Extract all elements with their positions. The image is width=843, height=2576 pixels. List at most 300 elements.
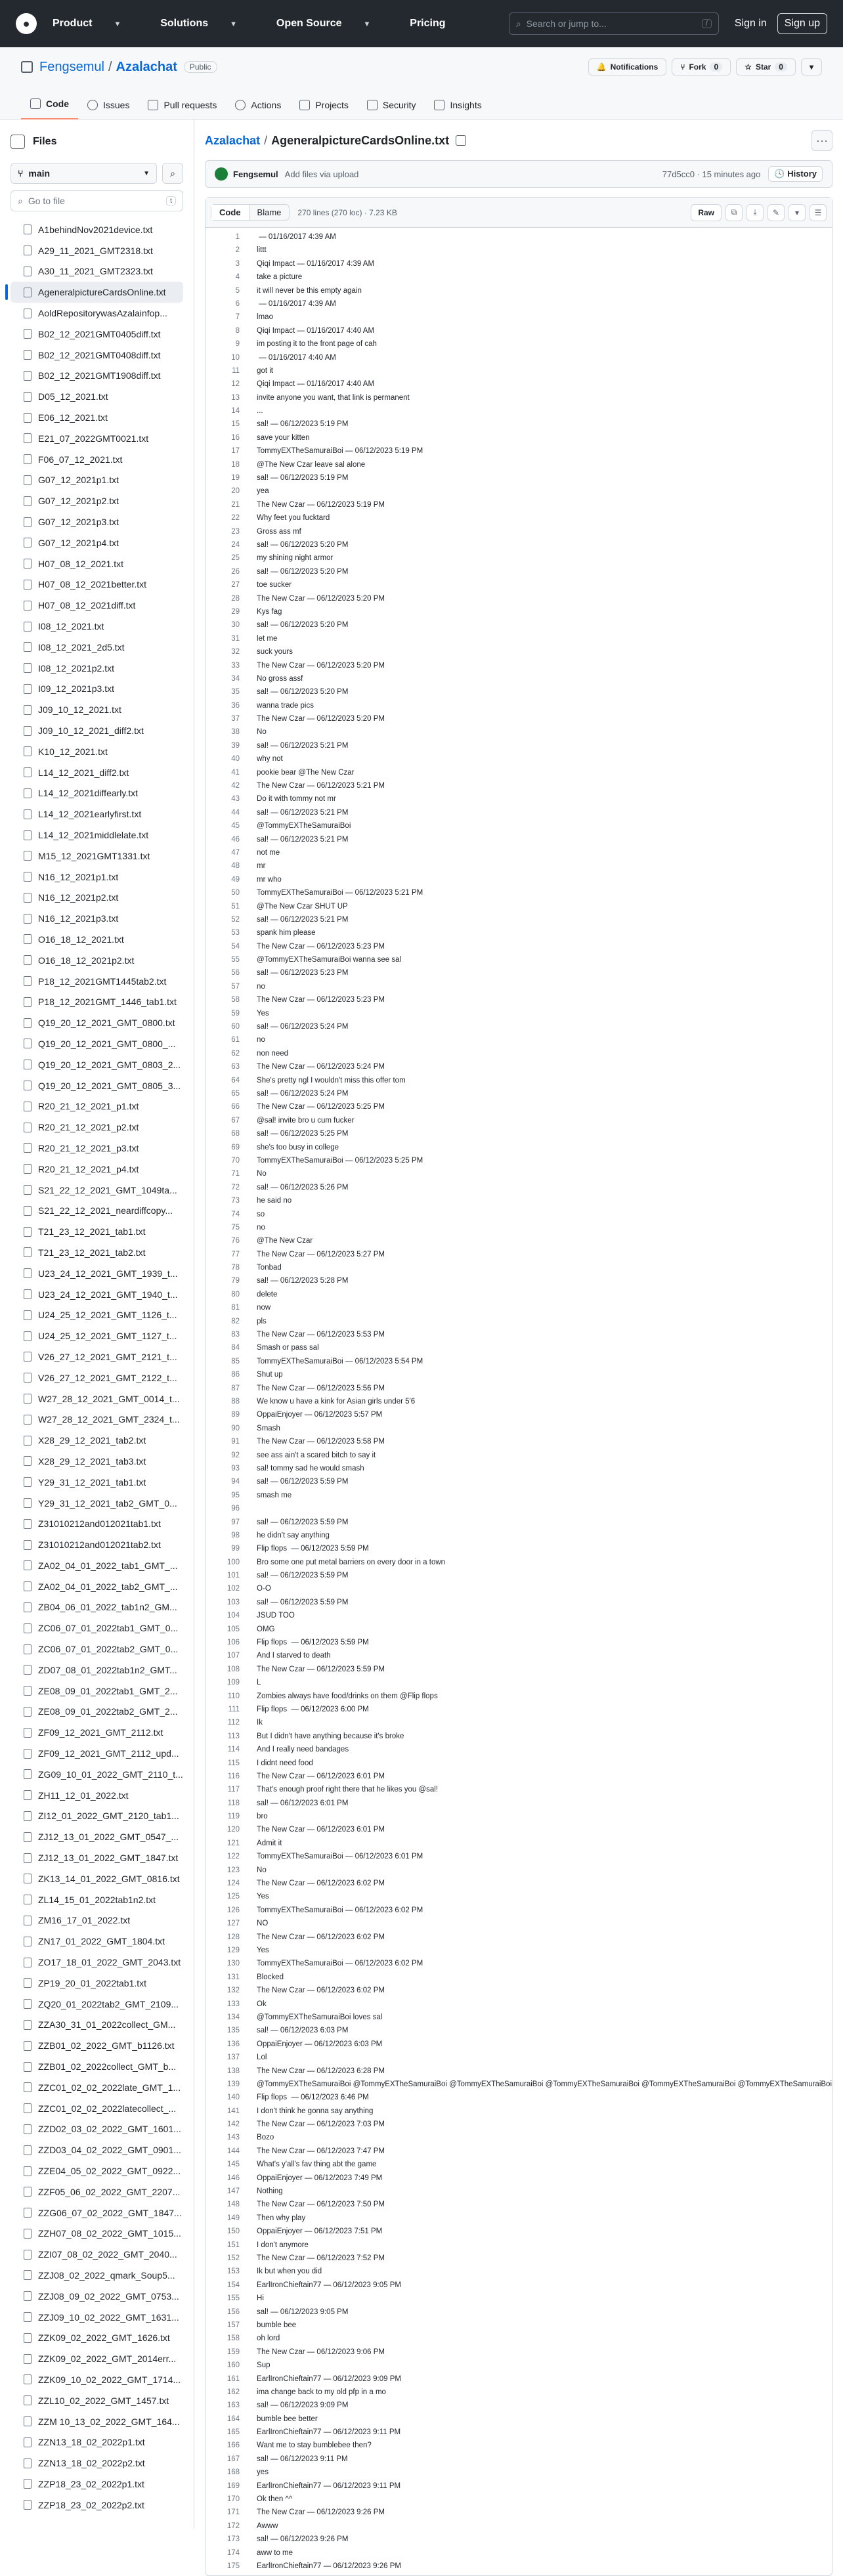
line-number[interactable]: 2	[235, 246, 240, 255]
file-tree-item[interactable]	[11, 1910, 183, 1931]
line-number[interactable]: 145	[227, 2160, 240, 2169]
file-tree-item[interactable]	[11, 991, 183, 1012]
file-tree-item[interactable]	[11, 1159, 183, 1180]
line-number[interactable]: 101	[227, 1572, 240, 1580]
file-tree-item[interactable]	[11, 950, 183, 971]
line-number[interactable]: 60	[231, 1023, 240, 1031]
file-tree-item[interactable]	[11, 679, 183, 700]
file-tree-item[interactable]	[11, 1722, 183, 1743]
line-number[interactable]: 8	[235, 326, 240, 335]
file-tree-item[interactable]	[11, 2181, 183, 2202]
file-tree-item[interactable]	[11, 2077, 183, 2098]
symbols-panel-icon[interactable]: ☰	[810, 204, 827, 221]
file-tree-item[interactable]	[11, 324, 183, 345]
line-number[interactable]: 33	[231, 661, 240, 670]
line-number[interactable]: 161	[227, 2374, 240, 2383]
file-tree-item[interactable]	[11, 1576, 183, 1597]
file-tree-item[interactable]	[11, 261, 183, 282]
line-number[interactable]: 114	[227, 1746, 240, 1754]
line-number[interactable]: 149	[227, 2214, 240, 2222]
line-number[interactable]: 153	[227, 2267, 240, 2276]
line-number[interactable]: 48	[231, 862, 240, 870]
line-number[interactable]: 104	[227, 1612, 240, 1620]
line-number[interactable]: 13	[231, 393, 240, 402]
line-number[interactable]: 5	[235, 286, 240, 295]
line-number[interactable]: 116	[227, 1772, 240, 1780]
line-number[interactable]: 86	[231, 1371, 240, 1379]
line-number[interactable]: 124	[227, 1879, 240, 1888]
line-number[interactable]: 31	[231, 634, 240, 643]
file-tree-item[interactable]	[11, 658, 183, 679]
file-tree-item[interactable]	[11, 1493, 183, 1514]
line-number[interactable]: 110	[227, 1692, 240, 1700]
line-number[interactable]: 74	[231, 1210, 240, 1218]
line-number[interactable]: 100	[227, 1558, 240, 1566]
line-number[interactable]: 131	[227, 1973, 240, 1981]
file-tree-item[interactable]	[11, 1263, 183, 1284]
line-number[interactable]: 28	[231, 594, 240, 603]
breadcrumb-repo-link[interactable]: Azalachat	[205, 133, 261, 147]
file-tree-item[interactable]	[11, 2411, 183, 2432]
line-number[interactable]: 112	[227, 1719, 240, 1727]
line-number[interactable]: 148	[227, 2200, 240, 2209]
file-tree-item[interactable]	[11, 1973, 183, 1994]
line-number[interactable]: 37	[231, 715, 240, 723]
line-number[interactable]: 62	[231, 1049, 240, 1058]
line-number[interactable]: 34	[231, 674, 240, 683]
line-number[interactable]: 69	[231, 1143, 240, 1151]
line-number[interactable]: 42	[231, 782, 240, 790]
tab-projects[interactable]	[290, 100, 358, 119]
line-number[interactable]: 15	[231, 420, 240, 429]
file-tree-item[interactable]	[11, 825, 183, 846]
line-number[interactable]: 96	[231, 1505, 240, 1513]
nav-open-source[interactable]: Open Source ▼	[276, 18, 371, 29]
tab-pull-requests[interactable]	[139, 100, 226, 119]
line-number[interactable]: 136	[227, 2040, 240, 2048]
file-tree-item[interactable]	[11, 1367, 183, 1388]
line-number[interactable]: 91	[231, 1438, 240, 1446]
line-number[interactable]: 27	[231, 581, 240, 590]
file-tree-item[interactable]	[11, 2474, 183, 2495]
star-dropdown-button[interactable]	[801, 58, 822, 75]
line-number[interactable]: 169	[227, 2481, 240, 2490]
file-tree-item[interactable]	[11, 1304, 183, 1325]
line-number[interactable]: 159	[227, 2348, 240, 2356]
blame-view-button[interactable]: Blame	[257, 207, 282, 217]
file-tree-item[interactable]	[11, 888, 183, 909]
file-tree-item[interactable]	[11, 386, 183, 407]
file-tree-item[interactable]	[11, 1075, 183, 1096]
collapse-panel-icon[interactable]	[11, 135, 25, 149]
file-tree-item[interactable]	[11, 1138, 183, 1159]
file-tree-item[interactable]	[11, 971, 183, 992]
file-tree-item[interactable]	[11, 2432, 183, 2453]
file-tree-item[interactable]	[11, 1284, 183, 1305]
file-tree-item[interactable]	[11, 1117, 183, 1138]
line-number[interactable]: 162	[227, 2388, 240, 2396]
line-number[interactable]: 72	[231, 1183, 240, 1191]
repo-owner-link[interactable]: Fengsemul	[39, 59, 104, 74]
line-number[interactable]: 163	[227, 2401, 240, 2410]
file-tree-item[interactable]	[11, 470, 183, 491]
line-number[interactable]: 172	[227, 2522, 240, 2530]
global-search-input[interactable]	[509, 12, 719, 35]
line-number[interactable]: 24	[231, 540, 240, 549]
line-number[interactable]: 36	[231, 701, 240, 710]
line-number[interactable]: 87	[231, 1384, 240, 1392]
line-number[interactable]: 89	[231, 1411, 240, 1419]
file-tree-item[interactable]	[11, 553, 183, 574]
line-number[interactable]: 151	[227, 2241, 240, 2249]
line-number[interactable]: 40	[231, 755, 240, 763]
line-number[interactable]: 99	[231, 1545, 240, 1553]
file-tree-item[interactable]	[11, 1472, 183, 1493]
line-number[interactable]: 54	[231, 942, 240, 951]
file-tree-item[interactable]	[11, 595, 183, 616]
line-number[interactable]: 79	[231, 1277, 240, 1285]
line-number[interactable]: 51	[231, 902, 240, 911]
line-number[interactable]: 132	[227, 1986, 240, 1995]
file-tree-item[interactable]	[11, 2265, 183, 2286]
file-tree-item[interactable]	[11, 303, 183, 324]
line-number[interactable]: 22	[231, 514, 240, 523]
line-number[interactable]: 71	[231, 1170, 240, 1178]
file-tree-item[interactable]	[11, 846, 183, 867]
file-tree-item[interactable]	[11, 2286, 183, 2307]
file-tree-item[interactable]	[11, 1660, 183, 1681]
file-tree-item[interactable]	[11, 2160, 183, 2181]
file-tree-item[interactable]	[11, 490, 183, 511]
line-number[interactable]: 39	[231, 741, 240, 750]
line-number[interactable]: 92	[231, 1451, 240, 1459]
line-number[interactable]: 75	[231, 1223, 240, 1232]
line-number[interactable]: 133	[227, 2000, 240, 2008]
commit-message[interactable]: Add files via upload	[284, 169, 359, 179]
github-logo-icon[interactable]: ●	[16, 13, 37, 34]
file-tree-item[interactable]	[11, 1180, 183, 1201]
notifications-button[interactable]	[588, 58, 667, 75]
nav-solutions[interactable]: Solutions ▼	[160, 18, 238, 29]
line-number[interactable]: 17	[231, 447, 240, 456]
line-number[interactable]: 73	[231, 1197, 240, 1205]
line-number[interactable]: 121	[227, 1839, 240, 1847]
line-number[interactable]: 122	[227, 1853, 240, 1861]
file-tree-item[interactable]	[11, 1826, 183, 1847]
file-tree-item[interactable]	[11, 428, 183, 449]
line-number[interactable]: 139	[227, 2080, 240, 2088]
line-number[interactable]: 46	[231, 835, 240, 844]
line-number[interactable]: 166	[227, 2441, 240, 2450]
avatar[interactable]	[215, 167, 228, 181]
file-tree-item[interactable]	[11, 1639, 183, 1660]
file-tree-item[interactable]	[11, 2307, 183, 2328]
file-tree-item[interactable]	[11, 2202, 183, 2223]
file-tree-item[interactable]	[11, 2015, 183, 2036]
file-tree-item[interactable]	[11, 366, 183, 387]
line-number[interactable]: 66	[231, 1103, 240, 1111]
file-tree-item[interactable]	[11, 219, 183, 240]
line-number[interactable]: 68	[231, 1130, 240, 1138]
line-number[interactable]: 3	[235, 259, 240, 268]
file-tree-item[interactable]	[11, 783, 183, 804]
code-view-button[interactable]: Code	[211, 205, 249, 220]
line-number[interactable]: 64	[231, 1076, 240, 1084]
line-number[interactable]: 102	[227, 1585, 240, 1593]
line-number[interactable]: 76	[231, 1237, 240, 1245]
line-number[interactable]: 146	[227, 2174, 240, 2182]
file-tree-item[interactable]	[11, 1054, 183, 1075]
line-number[interactable]: 95	[231, 1491, 240, 1499]
file-tree-item[interactable]	[11, 1451, 183, 1472]
line-number[interactable]: 144	[227, 2147, 240, 2155]
tab-code[interactable]	[21, 98, 78, 119]
line-number[interactable]: 167	[227, 2455, 240, 2463]
file-tree-item[interactable]	[11, 908, 183, 929]
sign-up-button[interactable]: Sign up	[777, 13, 827, 34]
line-number[interactable]: 126	[227, 1906, 240, 1914]
line-number[interactable]: 29	[231, 607, 240, 616]
line-number[interactable]: 108	[227, 1665, 240, 1673]
line-number[interactable]: 80	[231, 1290, 240, 1299]
file-tree-item[interactable]	[11, 762, 183, 783]
line-number[interactable]: 58	[231, 996, 240, 1004]
file-tree-item[interactable]	[11, 804, 183, 825]
line-number[interactable]: 168	[227, 2468, 240, 2477]
line-number[interactable]: 150	[227, 2227, 240, 2236]
line-number[interactable]: 115	[227, 1759, 240, 1767]
file-tree-item[interactable]	[11, 1513, 183, 1534]
line-number[interactable]: 109	[227, 1679, 240, 1687]
file-tree-item[interactable]	[11, 2119, 183, 2140]
line-number[interactable]: 119	[227, 1813, 240, 1821]
download-icon[interactable]: ⤓	[746, 204, 764, 221]
line-number[interactable]: 44	[231, 808, 240, 817]
file-tree-item[interactable]	[11, 741, 183, 762]
line-number[interactable]: 59	[231, 1009, 240, 1018]
line-number[interactable]: 103	[227, 1598, 240, 1606]
line-number[interactable]: 6	[235, 299, 240, 308]
sign-in-link[interactable]: Sign in	[734, 18, 767, 29]
file-tree-item[interactable]	[11, 1952, 183, 1973]
line-number[interactable]: 88	[231, 1397, 240, 1406]
more-options-button[interactable]: ···	[811, 130, 832, 151]
line-number[interactable]: 174	[227, 2548, 240, 2557]
file-tree-item[interactable]	[11, 1868, 183, 1889]
file-tree-item[interactable]	[11, 1409, 183, 1430]
file-tree-item[interactable]	[11, 637, 183, 658]
line-number[interactable]: 82	[231, 1317, 240, 1325]
file-tree-item[interactable]	[11, 929, 183, 950]
line-number[interactable]: 155	[227, 2294, 240, 2303]
file-tree-item[interactable]	[11, 1994, 183, 2015]
line-number[interactable]: 83	[231, 1331, 240, 1339]
file-tree-item[interactable]	[11, 2390, 183, 2411]
commit-author[interactable]: Fengsemul	[233, 169, 278, 179]
file-tree-item[interactable]	[11, 574, 183, 595]
file-tree-item[interactable]	[11, 1200, 183, 1221]
file-tree-item[interactable]	[11, 1702, 183, 1723]
line-number[interactable]: 157	[227, 2321, 240, 2329]
star-button[interactable]	[736, 58, 796, 75]
line-number[interactable]: 52	[231, 915, 240, 924]
line-number[interactable]: 129	[227, 1946, 240, 1954]
file-tree-item[interactable]	[11, 2223, 183, 2244]
line-number[interactable]: 4	[235, 273, 240, 282]
file-tree-item[interactable]	[11, 1096, 183, 1117]
file-tree-item[interactable]	[11, 449, 183, 470]
line-number[interactable]: 113	[227, 1732, 240, 1740]
line-number[interactable]: 123	[227, 1866, 240, 1874]
file-tree-item[interactable]	[11, 1847, 183, 1868]
line-number[interactable]: 61	[231, 1036, 240, 1044]
line-number[interactable]: 156	[227, 2308, 240, 2316]
line-number[interactable]: 130	[227, 1960, 240, 1968]
file-tree-item[interactable]	[11, 2453, 183, 2474]
file-tree-item[interactable]	[11, 867, 183, 888]
file-tree-item[interactable]	[11, 1388, 183, 1409]
file-tree-item[interactable]	[11, 1785, 183, 1806]
edit-dropdown-icon[interactable]: ▾	[789, 204, 806, 221]
history-button[interactable]	[768, 166, 823, 182]
file-tree-item[interactable]	[11, 1764, 183, 1785]
file-tree-item[interactable]	[11, 699, 183, 720]
line-number[interactable]: 138	[227, 2067, 240, 2075]
tab-security[interactable]	[358, 100, 425, 119]
file-tree-item[interactable]	[11, 1221, 183, 1242]
line-number[interactable]: 97	[231, 1518, 240, 1526]
file-tree-item[interactable]	[11, 616, 183, 637]
line-number[interactable]: 90	[231, 1424, 240, 1432]
line-number[interactable]: 70	[231, 1156, 240, 1165]
file-tree-item[interactable]	[11, 1681, 183, 1702]
line-number[interactable]: 57	[231, 982, 240, 991]
file-tree-item[interactable]	[11, 1597, 183, 1618]
fork-button[interactable]	[672, 58, 731, 75]
line-number[interactable]: 111	[228, 1705, 240, 1713]
line-number[interactable]: 26	[231, 567, 240, 576]
line-number[interactable]: 135	[227, 2027, 240, 2035]
tab-actions[interactable]	[226, 100, 290, 119]
file-tree-item[interactable]	[11, 1618, 183, 1639]
file-tree-item[interactable]	[11, 1430, 183, 1451]
file-tree-item[interactable]	[11, 2327, 183, 2348]
line-number[interactable]: 94	[231, 1478, 240, 1486]
line-number[interactable]: 141	[227, 2107, 240, 2115]
line-number[interactable]: 7	[235, 313, 240, 322]
line-number[interactable]: 120	[227, 1826, 240, 1834]
file-tree-item[interactable]	[11, 2348, 183, 2369]
file-tree-item[interactable]	[11, 2139, 183, 2160]
file-tree-item[interactable]	[11, 1033, 183, 1054]
line-number[interactable]: 175	[227, 2562, 240, 2570]
file-tree-item[interactable]	[11, 1325, 183, 1346]
line-number[interactable]: 81	[231, 1304, 240, 1312]
line-number[interactable]: 147	[227, 2187, 240, 2196]
line-number[interactable]: 12	[231, 380, 240, 389]
line-number[interactable]: 49	[231, 875, 240, 884]
line-number[interactable]: 105	[227, 1625, 240, 1633]
file-tree-item[interactable]	[11, 1242, 183, 1263]
line-number[interactable]: 32	[231, 648, 240, 656]
line-number[interactable]: 10	[231, 353, 240, 362]
line-number[interactable]: 35	[231, 688, 240, 697]
line-number[interactable]: 127	[227, 1920, 240, 1928]
file-tree-item[interactable]	[11, 1534, 183, 1555]
raw-button[interactable]: Raw	[691, 204, 722, 221]
line-number[interactable]: 1	[235, 233, 240, 241]
line-number[interactable]: 137	[227, 2053, 240, 2062]
line-number[interactable]: 56	[231, 969, 240, 977]
line-number[interactable]: 154	[227, 2281, 240, 2289]
file-tree-item[interactable]	[11, 407, 183, 428]
line-number[interactable]: 160	[227, 2361, 240, 2370]
line-number[interactable]: 158	[227, 2334, 240, 2343]
line-number[interactable]: 125	[227, 1893, 240, 1901]
line-number[interactable]: 107	[227, 1652, 240, 1660]
line-number[interactable]: 19	[231, 474, 240, 483]
file-tree-item[interactable]	[11, 2035, 183, 2056]
file-tree-item[interactable]	[11, 2369, 183, 2390]
line-number[interactable]: 117	[227, 1786, 240, 1794]
file-tree-item[interactable]	[11, 511, 183, 532]
line-number[interactable]: 45	[231, 822, 240, 830]
line-number[interactable]: 50	[231, 889, 240, 897]
file-tree-item[interactable]	[11, 282, 183, 303]
line-number[interactable]: 85	[231, 1357, 240, 1365]
line-number[interactable]: 142	[227, 2120, 240, 2129]
line-number[interactable]: 77	[231, 1250, 240, 1258]
line-number[interactable]: 164	[227, 2415, 240, 2423]
file-tree-item[interactable]	[11, 1555, 183, 1576]
file-tree-item[interactable]	[11, 720, 183, 741]
line-number[interactable]: 14	[231, 407, 240, 416]
line-number[interactable]: 84	[231, 1344, 240, 1352]
repo-name-link[interactable]: Azalachat	[116, 59, 177, 74]
line-number[interactable]: 152	[227, 2254, 240, 2262]
line-number[interactable]: 171	[227, 2508, 240, 2517]
line-number[interactable]: 134	[227, 2013, 240, 2021]
line-number[interactable]: 65	[231, 1090, 240, 1098]
line-number[interactable]: 25	[231, 554, 240, 563]
line-number[interactable]: 165	[227, 2428, 240, 2437]
line-number[interactable]: 11	[232, 366, 240, 375]
line-number[interactable]: 140	[227, 2093, 240, 2102]
nav-product[interactable]: Product ▼	[53, 18, 121, 29]
line-number[interactable]: 16	[231, 433, 240, 442]
nav-pricing[interactable]: Pricing	[410, 18, 446, 29]
line-number[interactable]: 47	[231, 848, 240, 857]
copy-raw-icon[interactable]: ⧉	[725, 204, 743, 221]
line-number[interactable]: 128	[227, 1933, 240, 1941]
line-number[interactable]: 67	[231, 1116, 240, 1125]
line-number[interactable]: 143	[227, 2134, 240, 2142]
line-number[interactable]: 41	[231, 768, 240, 777]
line-number[interactable]: 38	[231, 728, 240, 737]
line-number[interactable]: 118	[227, 1799, 240, 1807]
file-tree-item[interactable]	[11, 345, 183, 366]
line-number[interactable]: 53	[231, 929, 240, 937]
line-number[interactable]: 43	[231, 795, 240, 804]
line-number[interactable]: 106	[227, 1639, 240, 1647]
file-tree-item[interactable]	[11, 1743, 183, 1764]
line-number[interactable]: 93	[231, 1464, 240, 1472]
file-tree-item[interactable]	[11, 1806, 183, 1827]
file-tree-item[interactable]	[11, 1012, 183, 1033]
file-tree-item[interactable]	[11, 1931, 183, 1952]
copy-path-icon[interactable]	[456, 135, 466, 146]
file-tree-item[interactable]	[11, 2244, 183, 2265]
